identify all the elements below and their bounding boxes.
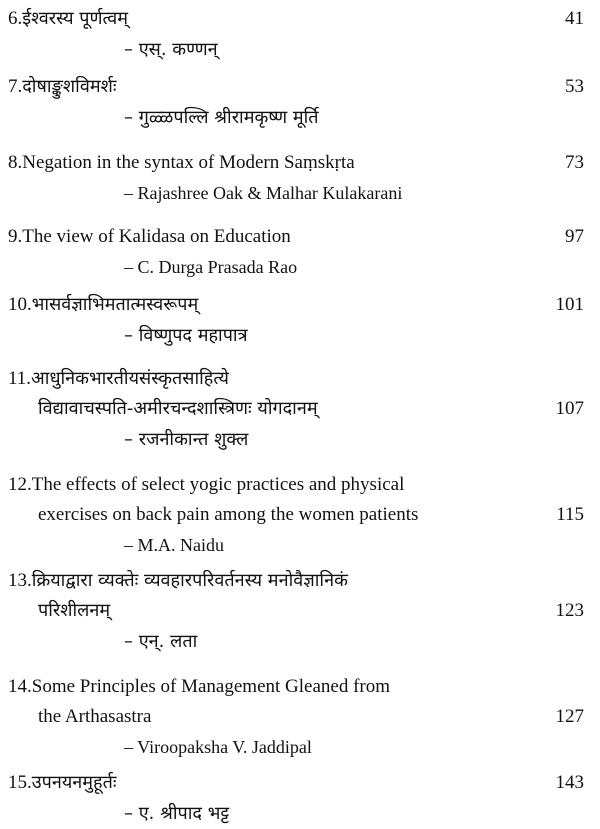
entry-author bbox=[0, 178, 600, 208]
page-number: 97 bbox=[565, 226, 584, 247]
page-number: 53 bbox=[565, 76, 584, 97]
toc-entry bbox=[0, 4, 600, 64]
entry-number: 9. bbox=[8, 226, 23, 247]
toc-entry bbox=[0, 72, 600, 132]
entry-author bbox=[0, 252, 600, 282]
entry-title-continuation bbox=[0, 394, 600, 424]
entry-title: ईश्वरस्य पूर्णत्वम् bbox=[22, 8, 129, 29]
entry-title: दोषाङ्कुशविमर्शः bbox=[22, 76, 117, 97]
author-name: – विष्णुपद महापात्र bbox=[124, 325, 248, 346]
page-number: 101 bbox=[555, 294, 584, 315]
entry-number: 6. bbox=[8, 8, 23, 29]
entry-title-continuation bbox=[0, 500, 600, 530]
toc-entry bbox=[0, 290, 600, 350]
entry-number: 8. bbox=[8, 152, 23, 173]
entry-title: आधुनिकभारतीयसंस्कृतसाहित्ये bbox=[31, 368, 229, 389]
entry-author bbox=[0, 34, 600, 64]
entry-title-line bbox=[0, 566, 600, 596]
author-name: – M.A. Naidu bbox=[124, 535, 224, 555]
entry-title-continuation bbox=[0, 702, 600, 732]
entry-number: 12. bbox=[8, 474, 32, 495]
author-name: – एन्. लता bbox=[124, 631, 198, 652]
page-number: 107 bbox=[555, 398, 584, 419]
entry-title-line bbox=[0, 470, 600, 500]
entry-author bbox=[0, 424, 600, 454]
entry-title-line bbox=[0, 222, 600, 252]
author-name: – एस्. कण्णन् bbox=[124, 39, 218, 60]
toc-entry bbox=[0, 768, 600, 828]
page-number: 127 bbox=[555, 706, 584, 727]
entry-author bbox=[0, 102, 600, 132]
entry-title-line bbox=[0, 364, 600, 394]
entry-author bbox=[0, 530, 600, 560]
entry-title-line bbox=[0, 672, 600, 702]
author-name: – रजनीकान्त शुक्ल bbox=[124, 429, 249, 450]
page-number: 115 bbox=[556, 504, 584, 525]
entry-title: the Arthasastra bbox=[38, 706, 152, 727]
entry-number: 11. bbox=[8, 368, 32, 389]
toc-entry bbox=[0, 364, 600, 454]
entry-title-line bbox=[0, 4, 600, 34]
entry-title: क्रियाद्वारा व्यक्तेः व्यवहारपरिवर्तनस्य मनोवैज्ञानिकं bbox=[31, 570, 348, 591]
entry-title: परिशीलनम् bbox=[38, 600, 111, 621]
entry-author bbox=[0, 320, 600, 350]
entry-title-line bbox=[0, 290, 600, 320]
toc-entry bbox=[0, 148, 600, 208]
entry-title-line bbox=[0, 72, 600, 102]
entry-number: 10. bbox=[8, 294, 32, 315]
author-name: – Rajashree Oak & Malhar Kulakarani bbox=[124, 183, 403, 203]
entry-title: exercises on back pain among the women patients bbox=[38, 504, 419, 525]
entry-title: The view of Kalidasa on Education bbox=[22, 226, 291, 247]
entry-title-line bbox=[0, 768, 600, 798]
entry-title: उपनयनमुहूर्तः bbox=[31, 772, 117, 793]
author-name: – Viroopaksha V. Jaddipal bbox=[124, 737, 312, 757]
entry-title: विद्यावाचस्पति-अमीरचन्दशास्त्रिणः योगदानम् bbox=[38, 398, 318, 419]
entry-number: 13. bbox=[8, 570, 32, 591]
toc-entry bbox=[0, 470, 600, 560]
entry-title: Some Principles of Management Gleaned from bbox=[31, 676, 391, 697]
author-name: – C. Durga Prasada Rao bbox=[124, 257, 298, 277]
page-number: 41 bbox=[565, 8, 584, 29]
toc-entry bbox=[0, 222, 600, 282]
entry-title-line bbox=[0, 148, 600, 178]
entry-title: भासर्वज्ञाभिमतात्मस्वरूपम् bbox=[31, 294, 199, 315]
entry-title-continuation bbox=[0, 596, 600, 626]
entry-number: 15. bbox=[8, 772, 32, 793]
toc-entry bbox=[0, 566, 600, 656]
entry-author bbox=[0, 626, 600, 656]
page-number: 123 bbox=[555, 600, 584, 621]
page-number: 73 bbox=[565, 152, 584, 173]
entry-title: The effects of select yogic practices and physical bbox=[31, 474, 405, 495]
entry-author bbox=[0, 798, 600, 828]
author-name: – ए. श्रीपाद भट्ट bbox=[124, 803, 230, 824]
page-number: 143 bbox=[555, 772, 584, 793]
entry-number: 14. bbox=[8, 676, 32, 697]
entry-number: 7. bbox=[8, 76, 23, 97]
entry-author bbox=[0, 732, 600, 762]
entry-title: Negation in the syntax of Modern Saṃskṛta bbox=[22, 152, 355, 173]
toc-entry bbox=[0, 672, 600, 762]
author-name: – गुळ्ळपल्लि श्रीरामकृष्ण मूर्ति bbox=[124, 107, 319, 128]
